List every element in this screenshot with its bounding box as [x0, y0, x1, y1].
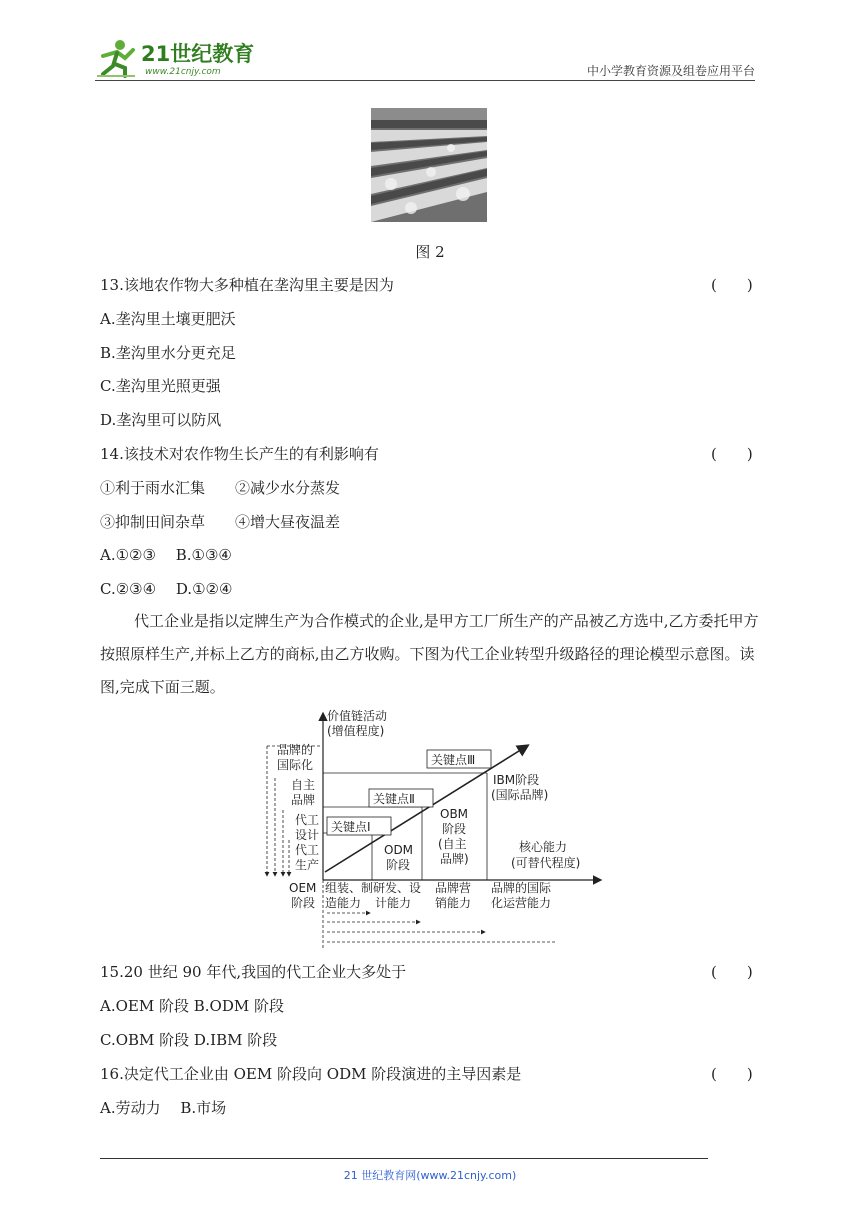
level-label: 自主 [291, 778, 316, 792]
statement-line: ③抑制田间杂草 ④增大昼夜温差 [100, 513, 341, 531]
stage-label: IBM阶段 [493, 773, 540, 787]
option-line: A.劳动力 B.市场 [100, 1099, 227, 1117]
stage-label: OEM [289, 881, 317, 895]
level-label: 国际化 [277, 758, 314, 772]
option-c: C.垄沟里光照更强 [100, 377, 221, 395]
level-label: 品牌 [291, 793, 316, 807]
option-line: C.②③④ D.①②④ [100, 580, 233, 598]
keypoint-label: 关键点Ⅲ [431, 753, 476, 767]
stage-label: (自主 [438, 837, 467, 851]
stage-label: 阶段 [291, 896, 316, 910]
level-label: 品牌的 [277, 743, 314, 757]
farmland-photo [371, 108, 487, 222]
level-label: 代工 [295, 813, 320, 827]
answer-bracket: ( ) [711, 963, 753, 981]
ability-label: 品牌的国际 [491, 881, 552, 895]
answer-bracket: ( ) [711, 276, 753, 294]
logo-url: www.21cnjy.com [145, 67, 221, 77]
answer-bracket: ( ) [711, 445, 753, 463]
upgrade-path [325, 746, 527, 872]
figure-caption: 图 2 [415, 243, 445, 261]
option-line: C.OBM 阶段 D.IBM 阶段 [100, 1031, 278, 1049]
level-label: 设计 [295, 828, 320, 842]
site-tagline: 中小学教育资源及组卷应用平台 [586, 64, 755, 78]
answer-bracket: ( ) [711, 1065, 753, 1083]
option-a: A.垄沟里土壤更肥沃 [100, 310, 236, 328]
logo-text: 21世纪教育 [141, 42, 255, 66]
keypoint-label: 关键点Ⅱ [373, 792, 415, 806]
header-divider [95, 80, 755, 81]
option-line: A.①②③ B.①③④ [100, 546, 232, 564]
level-label: 生产 [295, 858, 320, 872]
ability-label: 品牌营 [435, 881, 472, 895]
ability-label: 计能力 [375, 896, 412, 910]
runner-icon [97, 40, 135, 76]
keypoint-label: 关键点Ⅰ [331, 820, 371, 834]
question-stem: 15.20 世纪 90 年代,我国的代工企业大多处于 [100, 963, 407, 981]
ability-label: 研发、设 [373, 881, 422, 895]
statement-line: ①利于雨水汇集 ②减少水分蒸发 [100, 479, 341, 497]
option-b: B.垄沟里水分更充足 [100, 344, 236, 362]
passage-text: 代工企业是指以定牌生产为合作模式的企业,是甲方工厂所生产的产品被乙方选中,乙方委托甲方按照原样生产,并标上乙方的商标,由乙方收购。下图为代工企业转型升级路径的理论模型示意图。读图,完成下面三题。 [100, 612, 759, 696]
x-axis-label: (可替代程度) [511, 856, 581, 870]
x-axis-label: 核心能力 [519, 840, 568, 854]
y-axis-label: (增值程度) [327, 724, 385, 738]
question-stem: 13.该地农作物大多种植在垄沟里主要是因为 [100, 276, 394, 294]
question-stem: 16.决定代工企业由 OEM 阶段向 ODM 阶段演进的主导因素是 [100, 1065, 522, 1083]
option-d: D.垄沟里可以防风 [100, 411, 222, 429]
level-label: 代工 [295, 843, 320, 857]
y-axis-label: 价值链活动 [327, 709, 388, 723]
stage-label: OBM [440, 807, 469, 821]
site-logo [95, 36, 265, 80]
stage-label: 品牌) [440, 852, 469, 866]
stage-label: 阶段 [442, 822, 467, 836]
oem-upgrade-diagram [255, 706, 605, 951]
ability-label: 组装、制 [325, 881, 374, 895]
ability-label: 造能力 [325, 896, 362, 910]
footer-link[interactable]: 21 世纪教育网(www.21cnjy.com) [343, 1169, 517, 1182]
ability-label: 化运营能力 [491, 896, 552, 910]
question-stem: 14.该技术对农作物生长产生的有利影响有 [100, 445, 379, 463]
ability-label: 销能力 [435, 896, 472, 910]
stage-label: (国际品牌) [491, 788, 549, 802]
footer-divider [100, 1158, 708, 1159]
option-line: A.OEM 阶段 B.ODM 阶段 [100, 997, 284, 1015]
stage-label: 阶段 [386, 858, 411, 872]
stage-label: ODM [384, 843, 414, 857]
